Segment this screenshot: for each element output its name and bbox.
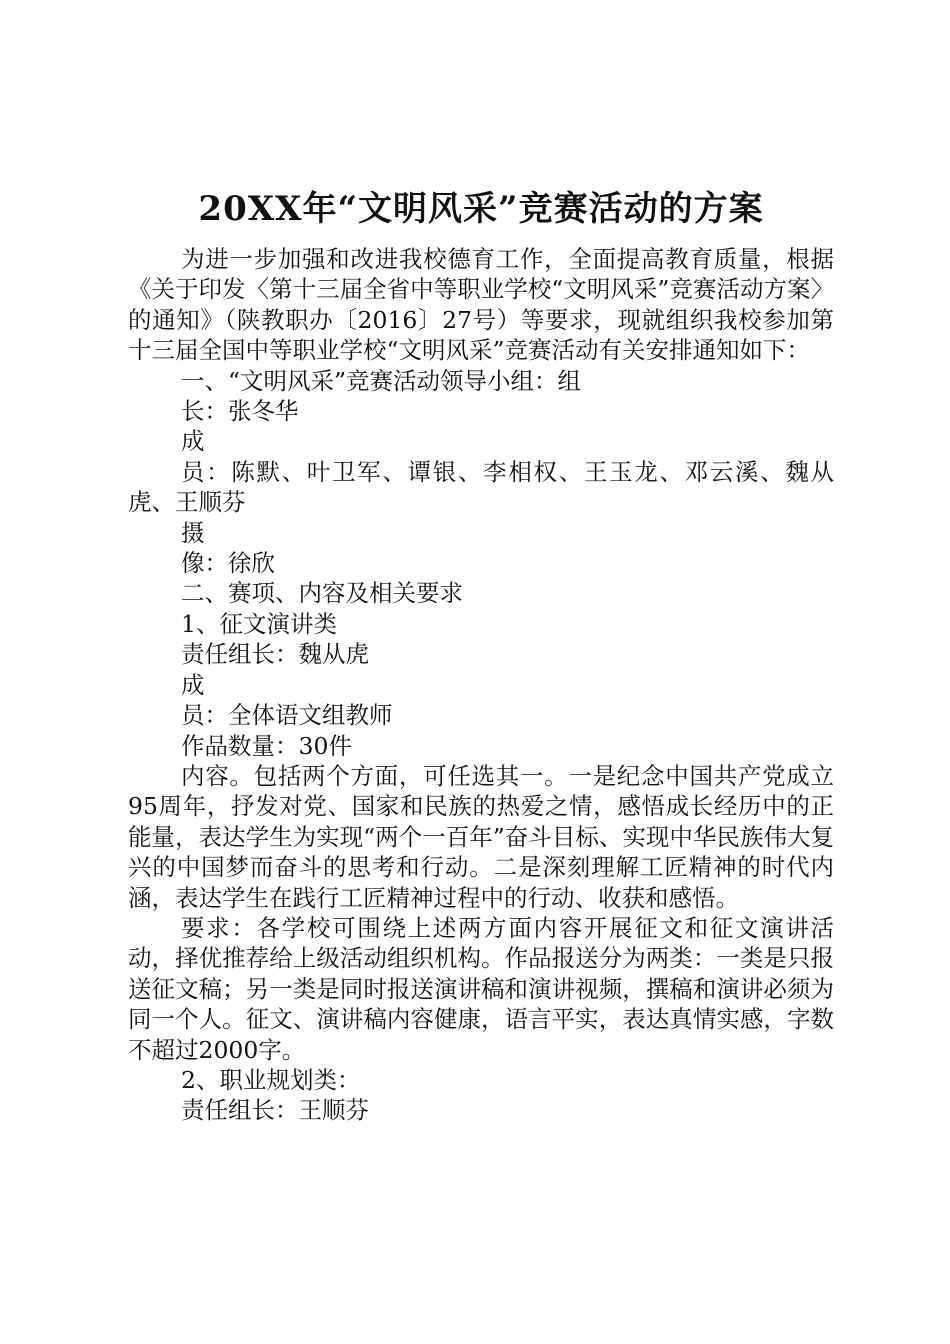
work-quantity-line: 作品数量：30件: [181, 731, 352, 760]
members-label-line: 成: [181, 427, 205, 456]
essay-members-label-line: 成: [181, 670, 205, 699]
group-leader-line: 长：张冬华: [181, 397, 299, 426]
essay-responsible-leader-line: 责任组长：魏从虎: [181, 640, 369, 669]
document-title: 20XX年“文明风采”竞赛活动的方案: [198, 189, 764, 229]
essay-members-line: 员：全体语文组教师: [181, 701, 393, 730]
members-list-paragraph: 员：陈默、叶卫军、谭银、李相权、王玉龙、邓云溪、魏从虎、王顺芬: [128, 457, 834, 517]
career-responsible-leader-line: 责任组长：王顺芬: [181, 1096, 369, 1125]
content-paragraph: 内容。包括两个方面，可任选其一。一是纪念中国共产党成立95周年，抒发对党、国家和民族的热爱之情，感悟成长经历中的正能量，表达学生为实现“两个一百年”奋斗目标、实现中华民族伟大复兴的中国梦而奋斗的思考和行动。二是深刻理解工匠精神的时代内涵，表达学生在践行工匠精神过程中的行动、收获和感悟。: [128, 761, 834, 912]
intro-paragraph: 为进一步加强和改进我校德育工作，全面提高教育质量，根据《关于印发〈第十三届全省中等职业学校“文明风采”竞赛活动方案〉的通知》（陕教职办〔2016〕27号）等要求，现就组织我校参加第十三届全国中等职业学校“文明风采”竞赛活动有关安排通知如下：: [128, 245, 834, 365]
essay-speech-category-heading: 1、征文演讲类: [181, 609, 337, 638]
camera-label-line: 摄: [181, 518, 205, 547]
career-planning-category-heading: 2、职业规划类：: [181, 1065, 361, 1094]
requirements-paragraph: 要求：各学校可围绕上述两方面内容开展征文和征文演讲活动，择优推荐给上级活动组织机构。作品报送分为两类：一类是只报送征文稿；另一类是同时报送演讲稿和演讲视频，撰稿和演讲必须为同一个人。征文、演讲稿内容健康，语言平实，表达真情实感，字数不超过2000字。: [128, 913, 834, 1064]
document-page: [128, 180, 834, 1126]
camera-person-line: 像：徐欣: [181, 549, 275, 578]
section-two-heading: 二、赛项、内容及相关要求: [181, 579, 463, 608]
section-one-heading: 一、“文明风采”竞赛活动领导小组：组: [181, 366, 582, 395]
